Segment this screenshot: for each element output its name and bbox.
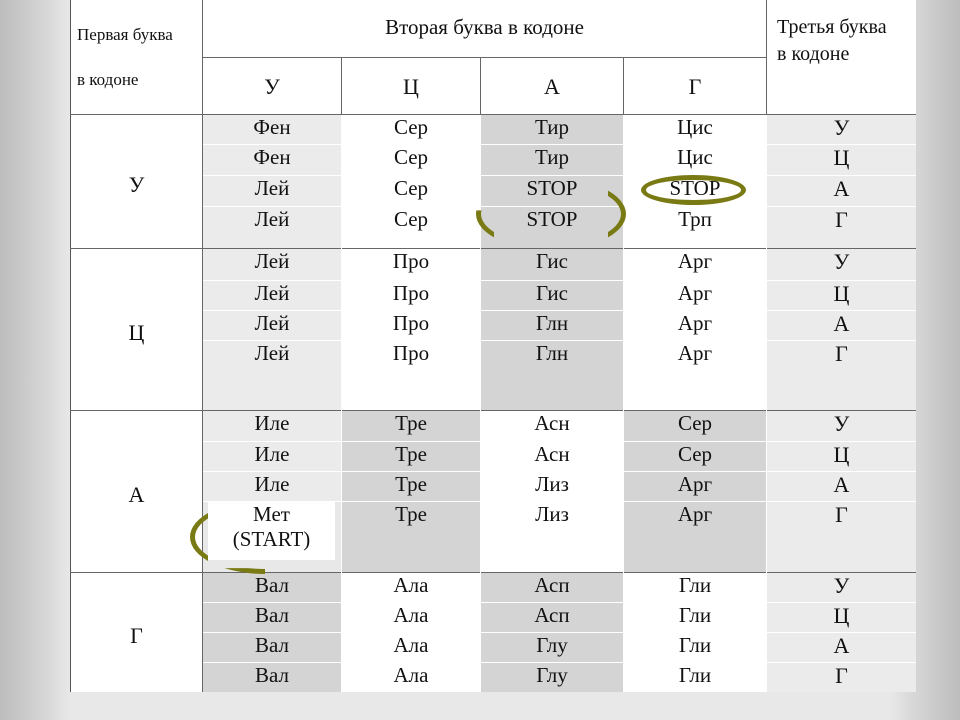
- amino-acid-cell: Сер: [624, 411, 766, 441]
- amino-acid-cell: Сер: [342, 176, 480, 206]
- amino-acid-cell: Гли: [624, 603, 766, 632]
- amino-acid-cell: Ала: [342, 633, 480, 662]
- third-letter-cell: Г: [767, 341, 916, 410]
- amino-acid-cell: Гис: [481, 249, 623, 280]
- first-letter-header: Первая буква в кодоне: [71, 0, 202, 114]
- column-divider: [766, 115, 767, 692]
- amino-acid-cell: Лей: [203, 249, 341, 280]
- amino-acid-cell: Ала: [342, 603, 480, 632]
- second-letter-header: Вторая буква в кодоне: [203, 0, 766, 57]
- row-divider: [203, 501, 916, 502]
- amino-acid-cell: Ала: [342, 663, 480, 692]
- amino-acid-cell: Про: [342, 311, 480, 340]
- second-letter-column-2: А: [481, 58, 623, 114]
- amino-acid-cell: Про: [342, 249, 480, 280]
- amino-acid-cell: Про: [342, 281, 480, 310]
- column-divider: [623, 115, 624, 692]
- grid-line: [70, 248, 916, 249]
- second-letter-column-0: У: [203, 58, 341, 114]
- amino-acid-cell: Лей: [203, 207, 341, 248]
- amino-acid-cell: Лиз: [481, 472, 623, 501]
- amino-acid-cell: Арг: [624, 281, 766, 310]
- amino-acid-cell: STOP: [481, 176, 623, 206]
- amino-acid-cell: Арг: [624, 249, 766, 280]
- amino-acid-cell: Асн: [481, 411, 623, 441]
- amino-acid-cell: Тре: [342, 442, 480, 471]
- stop-highlight-oval: [641, 175, 746, 205]
- grid-line: [70, 114, 916, 115]
- amino-acid-cell: Тре: [342, 472, 480, 501]
- row-divider: [203, 632, 916, 633]
- third-letter-cell: Г: [767, 207, 916, 248]
- amino-acid-cell: Арг: [624, 502, 766, 572]
- row-divider: [203, 602, 916, 603]
- amino-acid-cell: Фен: [203, 145, 341, 175]
- third-letter-cell: У: [767, 411, 916, 441]
- third-letter-header: Третья буква в кодоне: [767, 0, 916, 114]
- first-letter-cell: У: [71, 115, 202, 248]
- amino-acid-cell: Асп: [481, 573, 623, 602]
- amino-acid-cell: Сер: [342, 207, 480, 248]
- third-letter-cell: У: [767, 115, 916, 144]
- amino-acid-cell: Лей: [203, 281, 341, 310]
- amino-acid-cell: Иле: [203, 411, 341, 441]
- third-letter-cell: У: [767, 573, 916, 602]
- grid-line: [202, 0, 203, 692]
- amino-acid-cell: Иле: [203, 442, 341, 471]
- amino-acid-cell: STOP: [624, 176, 766, 206]
- amino-acid-cell: Вал: [203, 663, 341, 692]
- amino-acid-cell: Лиз: [481, 502, 623, 572]
- row-divider: [203, 662, 916, 663]
- grid-line: [341, 57, 342, 114]
- amino-acid-cell: Гли: [624, 573, 766, 602]
- amino-acid-cell: Вал: [203, 573, 341, 602]
- row-divider: [203, 340, 916, 341]
- first-letter-cell: А: [71, 411, 202, 572]
- third-letter-cell: А: [767, 311, 916, 340]
- third-letter-cell: А: [767, 176, 916, 206]
- row-divider: [203, 144, 916, 145]
- third-letter-cell: Ц: [767, 145, 916, 175]
- column-divider: [341, 115, 342, 692]
- row-divider: [203, 310, 916, 311]
- amino-acid-cell: Лей: [203, 176, 341, 206]
- row-divider: [203, 175, 916, 176]
- second-letter-column-1: Ц: [342, 58, 480, 114]
- amino-acid-cell: STOP: [481, 207, 623, 248]
- amino-acid-cell: Сер: [342, 115, 480, 144]
- amino-acid-cell: Иле: [203, 472, 341, 501]
- amino-acid-cell: Арг: [624, 311, 766, 340]
- third-letter-cell: Ц: [767, 442, 916, 471]
- third-letter-cell: А: [767, 633, 916, 662]
- amino-acid-cell: Асн: [481, 442, 623, 471]
- amino-acid-cell: Лей: [203, 341, 341, 410]
- amino-acid-cell: Глн: [481, 341, 623, 410]
- grid-line: [480, 57, 481, 114]
- amino-acid-cell: Мет (START): [208, 502, 335, 560]
- third-letter-cell: Г: [767, 663, 916, 692]
- row-divider: [203, 441, 916, 442]
- amino-acid-cell: Глн: [481, 311, 623, 340]
- third-letter-cell: Г: [767, 502, 916, 572]
- amino-acid-cell: Ала: [342, 573, 480, 602]
- amino-acid-cell: Арг: [624, 341, 766, 410]
- amino-acid-cell: Глу: [481, 633, 623, 662]
- amino-acid-cell: Про: [342, 341, 480, 410]
- amino-acid-cell: Лей: [203, 311, 341, 340]
- row-divider: [203, 206, 916, 207]
- amino-acid-cell: Вал: [203, 603, 341, 632]
- amino-acid-cell: Трп: [624, 207, 766, 248]
- amino-acid-cell: Цис: [624, 115, 766, 144]
- row-divider: [203, 471, 916, 472]
- amino-acid-cell: Тир: [481, 145, 623, 175]
- amino-acid-cell: Арг: [624, 472, 766, 501]
- third-letter-cell: Ц: [767, 281, 916, 310]
- third-letter-cell: У: [767, 249, 916, 280]
- column-divider: [480, 115, 481, 692]
- amino-acid-cell: Сер: [624, 442, 766, 471]
- amino-acid-cell: Глу: [481, 663, 623, 692]
- third-letter-cell: Ц: [767, 603, 916, 632]
- amino-acid-cell: Вал: [203, 633, 341, 662]
- amino-acid-cell: Гис: [481, 281, 623, 310]
- amino-acid-cell: Тир: [481, 115, 623, 144]
- second-letter-column-3: Г: [624, 58, 766, 114]
- first-letter-cell: Ц: [71, 249, 202, 410]
- grid-line: [70, 410, 916, 411]
- grid-line: [202, 57, 766, 58]
- amino-acid-cell: Гли: [624, 633, 766, 662]
- amino-acid-cell: Асп: [481, 603, 623, 632]
- amino-acid-cell: Тре: [342, 502, 480, 572]
- third-letter-cell: А: [767, 472, 916, 501]
- amino-acid-cell: Сер: [342, 145, 480, 175]
- amino-acid-cell: Гли: [624, 663, 766, 692]
- grid-line: [623, 57, 624, 114]
- row-divider: [203, 280, 916, 281]
- grid-line: [70, 572, 916, 573]
- amino-acid-cell: Цис: [624, 145, 766, 175]
- amino-acid-cell: Фен: [203, 115, 341, 144]
- amino-acid-cell: Тре: [342, 411, 480, 441]
- first-letter-cell: Г: [71, 573, 202, 692]
